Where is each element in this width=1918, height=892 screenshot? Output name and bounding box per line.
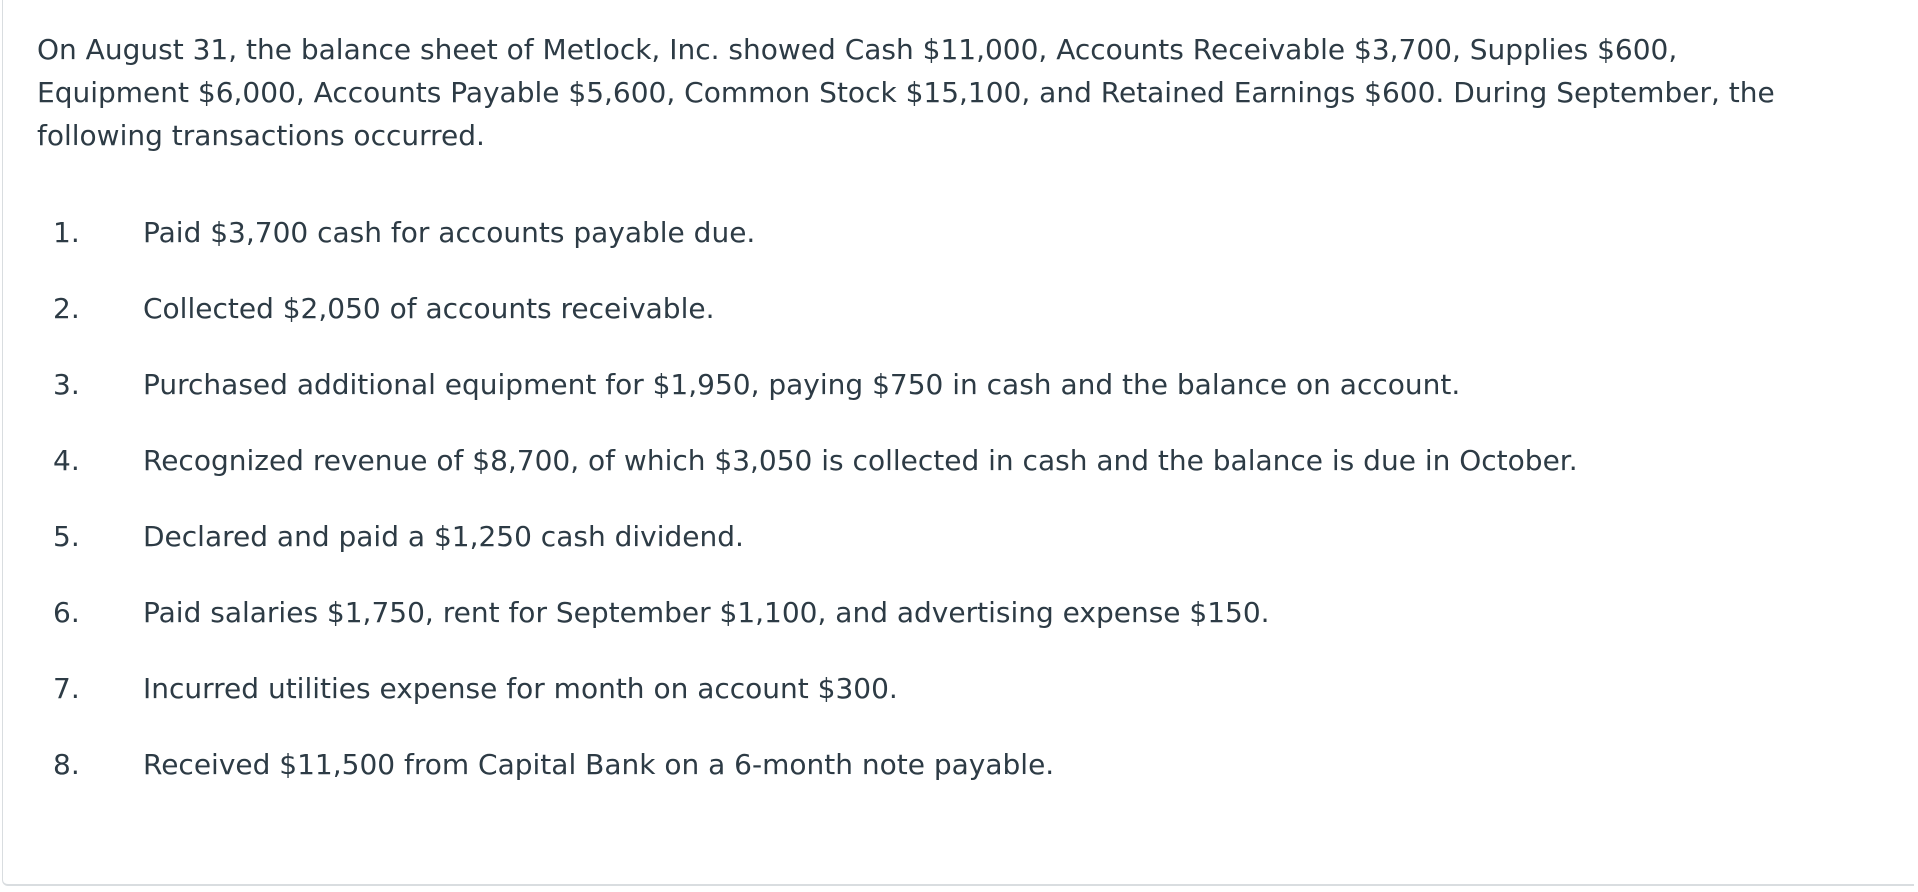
transaction-text: Purchased additional equipment for $1,950, paying $750 in cash and the balance on account. [143,368,1461,401]
transaction-text: Collected $2,050 of accounts receivable. [143,292,715,325]
transaction-item [53,444,1578,520]
question-card [2,0,1914,886]
transaction-number: 8. [53,748,80,781]
transaction-number: 7. [53,672,80,705]
transaction-item [53,292,1578,368]
transaction-item [53,748,1578,824]
transaction-text: Received $11,500 from Capital Bank on a 6-month note payable. [143,748,1055,781]
transaction-item [53,672,1578,748]
transaction-number: 1. [53,216,80,249]
transaction-number: 2. [53,292,80,325]
question-intro: On August 31, the balance sheet of Metlock, Inc. showed Cash $11,000, Accounts Receivable $3,700, Supplies $600, Equipment $6,000, Accounts Payable $5,600, Common Stock $15,100, and Retained Earnings $600. During September, the following transactions occurred. [37,33,1775,152]
transaction-number: 6. [53,596,80,629]
transaction-text: Declared and paid a $1,250 cash dividend. [143,520,744,553]
transaction-text: Paid salaries $1,750, rent for September $1,100, and advertising expense $150. [143,596,1270,629]
transaction-item [53,368,1578,444]
transaction-list [53,216,1578,824]
transaction-number: 4. [53,444,80,477]
transaction-number: 3. [53,368,80,401]
transaction-number: 5. [53,520,80,553]
transaction-text: Recognized revenue of $8,700, of which $3,050 is collected in cash and the balance is due in October. [143,444,1578,477]
transaction-item [53,216,1578,292]
transaction-text: Paid $3,700 cash for accounts payable due. [143,216,756,249]
transaction-item [53,596,1578,672]
transaction-text: Incurred utilities expense for month on account $300. [143,672,898,705]
transaction-item [53,520,1578,596]
